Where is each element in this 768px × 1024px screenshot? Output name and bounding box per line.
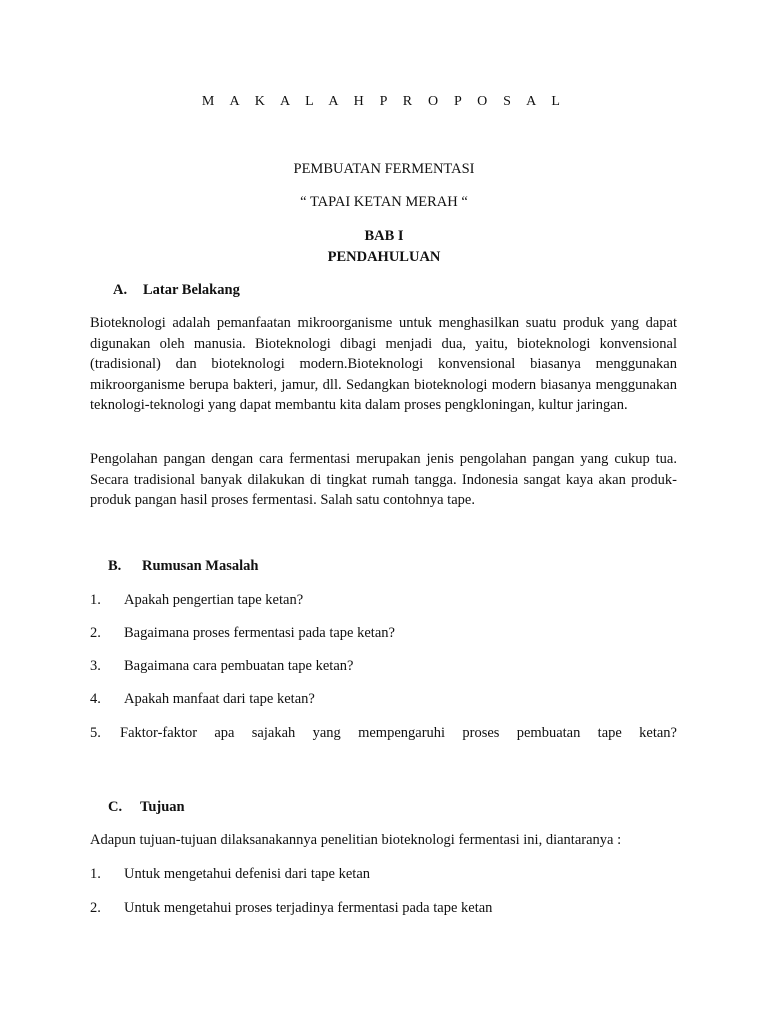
section-letter: A. xyxy=(113,282,128,298)
section-title: Latar Belakang xyxy=(143,282,240,298)
list-text: Apakah pengertian tape ketan? xyxy=(124,592,304,608)
section-letter: C. xyxy=(108,799,123,815)
list-text: Faktor-faktor apa sajakah yang mempengaruhi proses pembuatan tape ketan? xyxy=(120,725,677,741)
list-text: Bagaimana proses fermentasi pada tape ketan? xyxy=(124,625,395,641)
list-text: Untuk mengetahui proses terjadinya fermentasi pada tape ketan xyxy=(124,900,493,916)
list-text: Bagaimana cara pembuatan tape ketan? xyxy=(124,658,354,674)
list-text: Untuk mengetahui defenisi dari tape ketan xyxy=(124,866,371,882)
list-number: 3. xyxy=(90,658,101,674)
section-title: Tujuan xyxy=(140,799,185,815)
list-number: 5. xyxy=(90,725,101,741)
list-number: 2. xyxy=(90,625,101,641)
paragraph-bioteknologi: Bioteknologi adalah pemanfaatan mikroorganisme untuk menghasilkan suatu produk yang dapat digunakan oleh manusia. Bioteknologi dibagi menjadi dua, yaitu, bioteknologi konvensional (tradisional) dan bioteknologi modern.Bioteknologi konvensional biasanya menggunakan mikroorganisme berupa bakteri, jamur, dll. Sedangkan bioteknologi modern biasanya menggunakan teknologi-teknologi yang dapat membantu kita dalam proses pengkloningan, kultur jaringan. xyxy=(90,315,677,414)
chapter-title: PENDAHULUAN xyxy=(327,249,441,265)
document-subtitle: PEMBUATAN FERMENTASI xyxy=(293,161,475,177)
list-text: Apakah manfaat dari tape ketan? xyxy=(124,691,315,707)
section-b-heading xyxy=(108,558,259,575)
list-number: 4. xyxy=(90,691,101,707)
list-number: 2. xyxy=(90,900,101,916)
document-title: M A K A L A H P R O P O S A L xyxy=(201,94,567,109)
section-c-intro: Adapun tujuan-tujuan dilaksanakannya penelitian bioteknologi fermentasi ini, diantaranya : xyxy=(90,832,622,848)
list-number: 1. xyxy=(90,866,101,882)
paragraph-pengolahan-pangan: Pengolahan pangan dengan cara fermentasi merupakan jenis pengolahan pangan yang cukup tua. Secara tradisional banyak dilakukan di tingkat rumah tangga. Indonesia sangat kaya akan produk-produk pangan hasil proses fermentasi. Salah satu contohnya tape. xyxy=(90,451,677,509)
section-c-heading xyxy=(108,799,185,816)
section-title: Rumusan Masalah xyxy=(142,558,259,574)
section-letter: B. xyxy=(108,558,122,574)
list-number: 1. xyxy=(90,592,101,608)
document-subtitle-topic: “ TAPAI KETAN MERAH “ xyxy=(300,194,468,210)
chapter-number: BAB I xyxy=(364,228,404,244)
section-a-heading xyxy=(113,282,240,299)
